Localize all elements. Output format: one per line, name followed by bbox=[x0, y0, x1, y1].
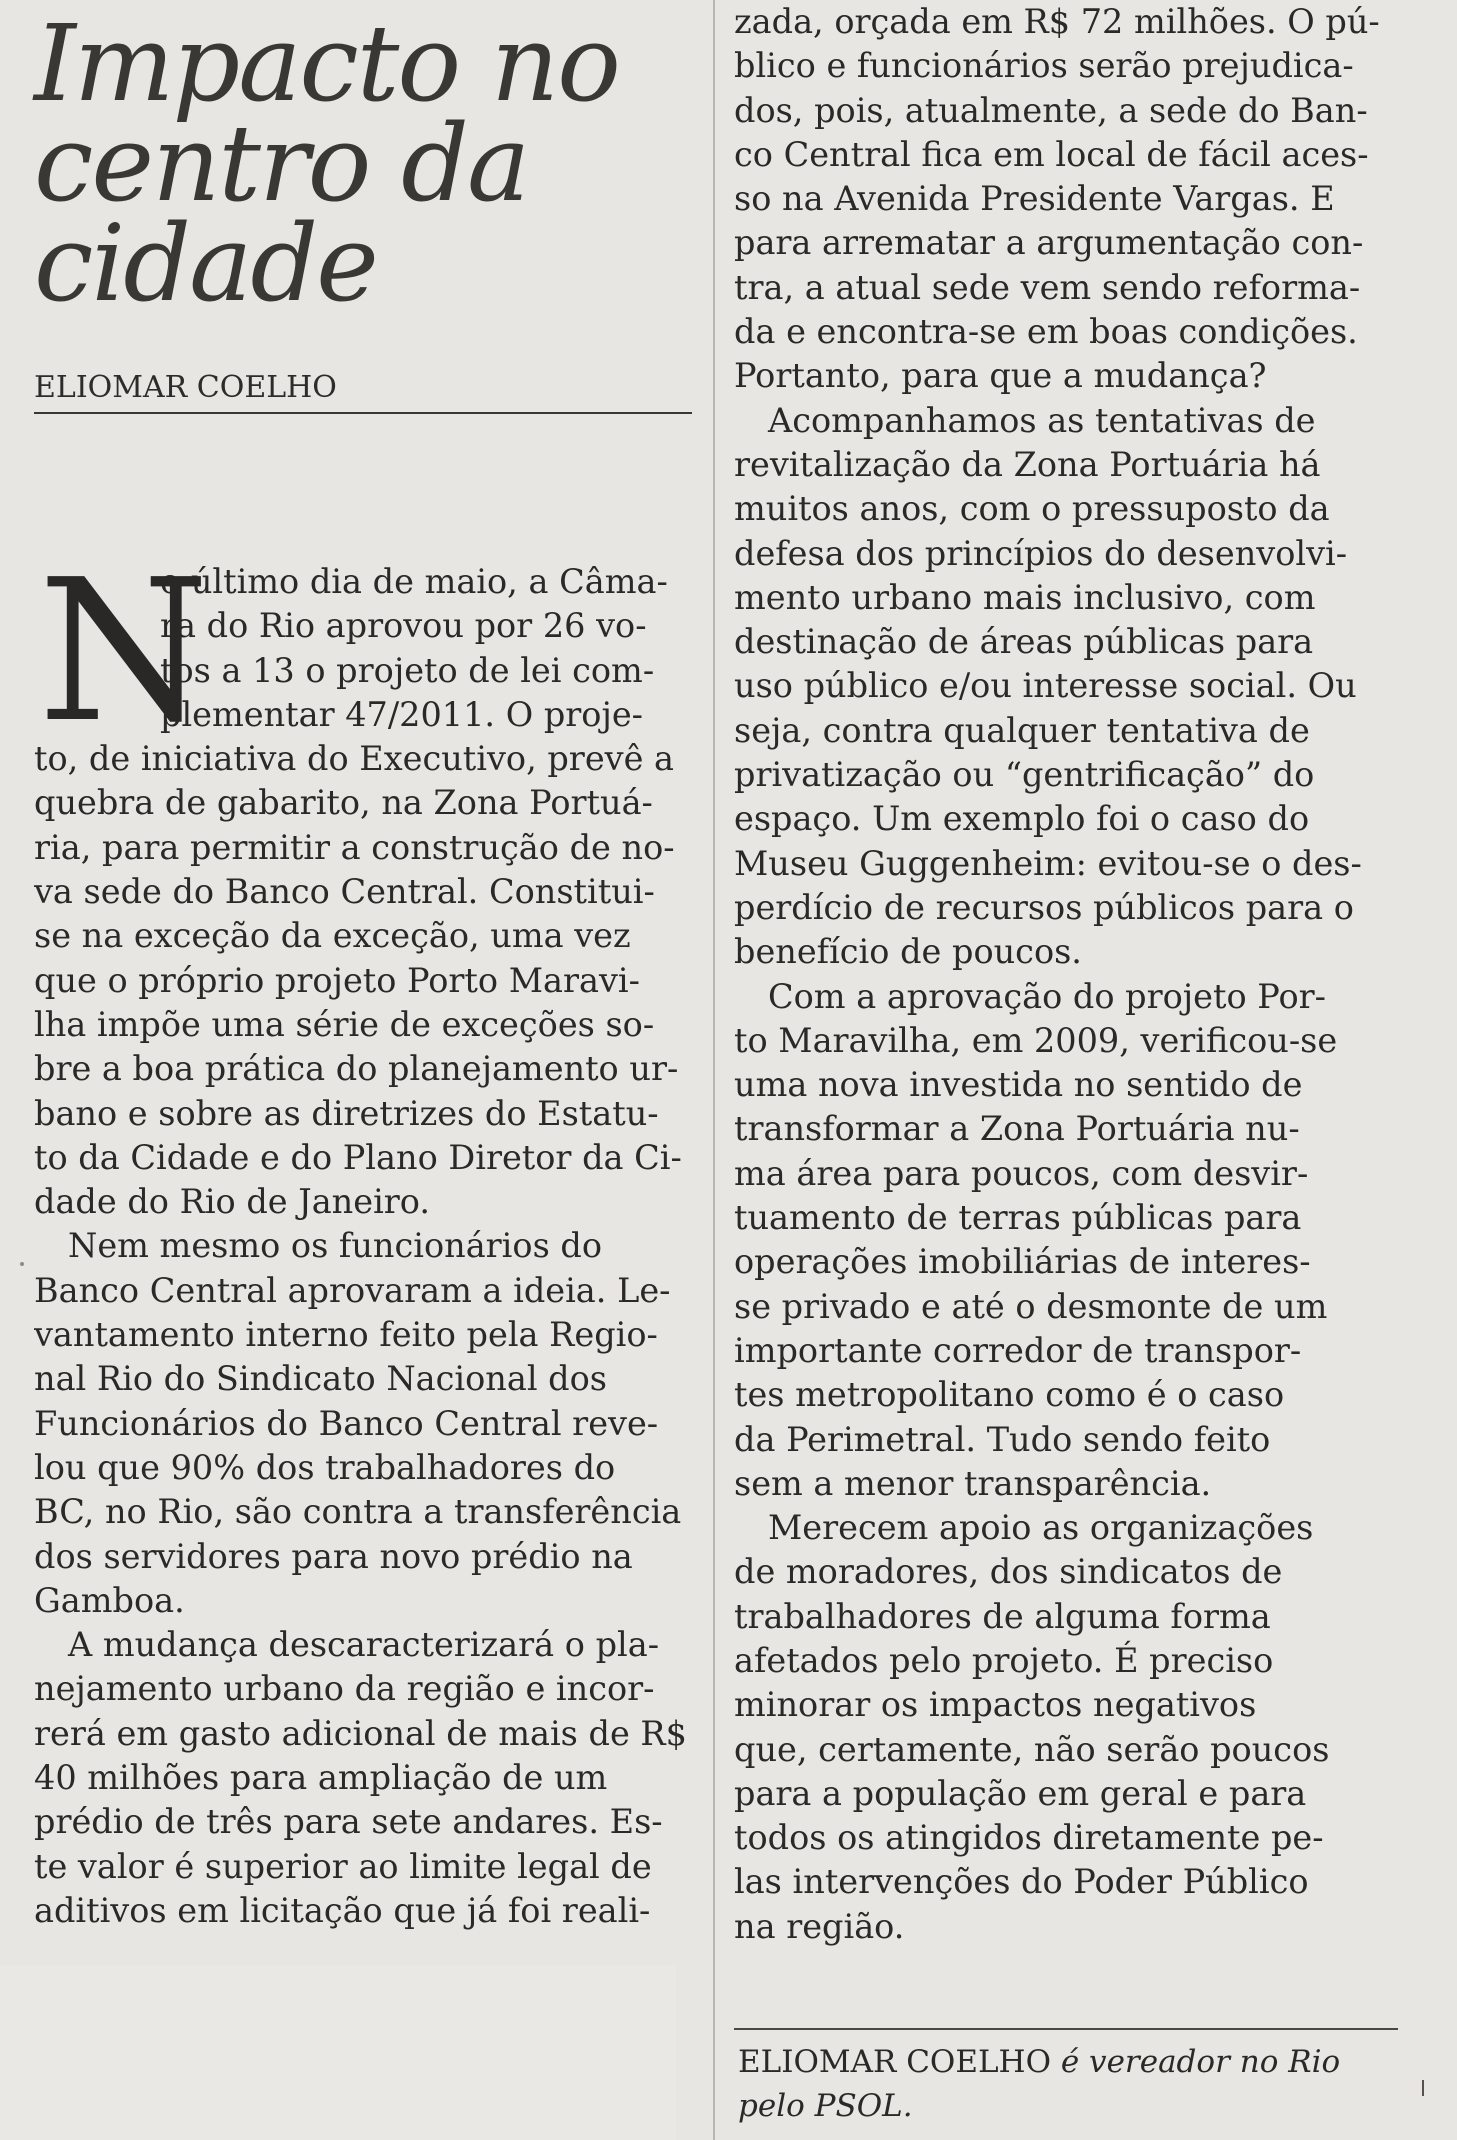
text-line: Portanto, para que a mudança? bbox=[734, 356, 1267, 396]
text-line: bre a boa prática do planejamento ur- bbox=[34, 1049, 679, 1089]
text-line: para a população em geral e para bbox=[734, 1773, 1307, 1813]
text-line: aditivos em licitação que já foi reali- bbox=[34, 1890, 651, 1930]
text-line: bano e sobre as diretrizes do Estatu- bbox=[34, 1093, 659, 1133]
text-line: Gamboa. bbox=[34, 1580, 185, 1620]
text-line: prédio de três para sete andares. Es- bbox=[34, 1802, 663, 1842]
text-line: Nem mesmo os funcionários do bbox=[68, 1226, 603, 1266]
text-line: o último dia de maio, a Câma- bbox=[160, 562, 668, 601]
left-column-text bbox=[34, 538, 700, 1933]
text-line: todos os atingidos diretamente pe- bbox=[734, 1818, 1324, 1858]
text-line: nejamento urbano da região e incor- bbox=[34, 1669, 655, 1709]
text-line: transformar a Zona Portuária nu- bbox=[734, 1109, 1300, 1149]
text-line: da Perimetral. Tudo sendo feito bbox=[734, 1419, 1271, 1459]
text-line: na região. bbox=[734, 1906, 905, 1946]
text-line: Acompanhamos as tentativas de bbox=[768, 400, 1316, 440]
author-name: ELIOMAR COELHO bbox=[738, 2044, 1051, 2080]
headline bbox=[34, 2, 696, 325]
text-line: Merecem apoio as organizações bbox=[768, 1508, 1314, 1548]
text-line: tes metropolitano como é o caso bbox=[734, 1375, 1285, 1415]
text-line: se privado e até o desmonte de um bbox=[734, 1286, 1328, 1326]
column-divider bbox=[713, 0, 715, 2140]
text-line: to da Cidade e do Plano Diretor da Ci- bbox=[34, 1137, 682, 1177]
text-line: benefício de poucos. bbox=[734, 932, 1082, 972]
text-line: muitos anos, com o pressuposto da bbox=[734, 489, 1330, 529]
text-line: quebra de gabarito, na Zona Portuá- bbox=[34, 783, 653, 823]
right-column-text bbox=[734, 0, 1404, 1949]
text-line: tra, a atual sede vem sendo reforma- bbox=[734, 267, 1361, 307]
text-line: ria, para permitir a construção de no- bbox=[34, 827, 675, 867]
text-line: sem a menor transparência. bbox=[734, 1463, 1212, 1503]
text-line: Banco Central aprovaram a ideia. Le- bbox=[34, 1270, 671, 1310]
text-line: va sede do Banco Central. Constitui- bbox=[34, 872, 655, 912]
text-line: vantamento interno feito pela Regio- bbox=[34, 1315, 658, 1355]
text-line: Com a aprovação do projeto Por- bbox=[768, 976, 1326, 1016]
text-line: revitalização da Zona Portuária há bbox=[734, 444, 1321, 484]
author-affiliation: pelo PSOL. bbox=[738, 2088, 913, 2124]
text-line: seja, contra qualquer tentativa de bbox=[734, 710, 1310, 750]
text-line: A mudança descaracterizará o pla- bbox=[68, 1625, 660, 1665]
text-line: 40 milhões para ampliação de um bbox=[34, 1758, 608, 1798]
text-line: te valor é superior ao limite legal de bbox=[34, 1846, 652, 1886]
text-line: importante corredor de transpor- bbox=[734, 1330, 1302, 1370]
text-line: trabalhadores de alguma forma bbox=[734, 1596, 1271, 1636]
headline-line: Impacto no bbox=[34, 2, 619, 125]
text-line: so na Avenida Presidente Vargas. E bbox=[734, 179, 1335, 219]
text-line: ra do Rio aprovou por 26 vo- bbox=[160, 606, 647, 646]
text-line: nal Rio do Sindicato Nacional dos bbox=[34, 1359, 607, 1399]
text-line: uma nova investida no sentido de bbox=[734, 1065, 1303, 1105]
text-line: que o próprio projeto Porto Maravi- bbox=[34, 960, 640, 1000]
text-line: espaço. Um exemplo foi o caso do bbox=[734, 799, 1310, 839]
headline-line: cidade bbox=[34, 202, 377, 325]
blank-area bbox=[0, 1965, 676, 2140]
text-line: lou que 90% dos trabalhadores do bbox=[34, 1447, 616, 1487]
text-line: BC, no Rio, são contra a transferência bbox=[34, 1492, 682, 1532]
text-line: dade do Rio de Janeiro. bbox=[34, 1182, 431, 1222]
author-note-line bbox=[738, 2040, 1398, 2084]
headline-line: centro da bbox=[34, 102, 529, 225]
edge-mark bbox=[1422, 2080, 1424, 2096]
text-line: Funcionários do Banco Central reve- bbox=[34, 1403, 659, 1443]
text-line: lha impõe uma série de exceções so- bbox=[34, 1004, 655, 1044]
text-line: mento urbano mais inclusivo, com bbox=[734, 577, 1316, 617]
text-line: que, certamente, não serão poucos bbox=[734, 1729, 1330, 1769]
text-line: privatização ou “gentrificação” do bbox=[734, 755, 1315, 795]
text-line: Museu Guggenheim: evitou-se o des- bbox=[734, 843, 1362, 883]
text-line: para arrematar a argumentação con- bbox=[734, 223, 1364, 263]
text-line: rerá em gasto adicional de mais de R$ bbox=[34, 1713, 687, 1753]
text-line: blico e funcionários serão prejudica- bbox=[734, 46, 1354, 86]
paper-speck bbox=[20, 1262, 24, 1266]
text-line: perdício de recursos públicos para o bbox=[734, 887, 1354, 927]
text-line: to Maravilha, em 2009, verificou-se bbox=[734, 1020, 1338, 1060]
text-line: tos a 13 o projeto de lei com- bbox=[160, 650, 655, 690]
byline: ELIOMAR COELHO bbox=[34, 370, 692, 414]
text-line: zada, orçada em R$ 72 milhões. O pú- bbox=[734, 2, 1380, 41]
text-line: afetados pelo projeto. É preciso bbox=[734, 1640, 1274, 1680]
text-line: dos servidores para novo prédio na bbox=[34, 1536, 633, 1576]
text-line: minorar os impactos negativos bbox=[734, 1685, 1257, 1725]
author-note bbox=[738, 2040, 1398, 2128]
text-line: dos, pois, atualmente, a sede do Ban- bbox=[734, 90, 1368, 130]
drop-cap: N bbox=[38, 538, 210, 766]
text-line: plementar 47/2011. O proje- bbox=[160, 694, 643, 734]
text-line: co Central fica em local de fácil aces- bbox=[734, 134, 1369, 174]
text-line: operações imobiliárias de interes- bbox=[734, 1242, 1311, 1282]
footer-rule bbox=[734, 2028, 1398, 2030]
text-line: de moradores, dos sindicatos de bbox=[734, 1552, 1283, 1592]
text-line: uso público e/ou interesse social. Ou bbox=[734, 666, 1357, 706]
text-line: se na exceção da exceção, uma vez bbox=[34, 916, 631, 956]
text-line: las intervenções do Poder Público bbox=[734, 1862, 1309, 1902]
text-line: tuamento de terras públicas para bbox=[734, 1198, 1302, 1238]
text-line: da e encontra-se em boas condições. bbox=[734, 312, 1358, 352]
author-role: é vereador no Rio bbox=[1051, 2044, 1341, 2080]
text-line: destinação de áreas públicas para bbox=[734, 622, 1314, 662]
text-line: ma área para poucos, com desvir- bbox=[734, 1153, 1309, 1193]
text-line: defesa dos princípios do desenvolvi- bbox=[734, 533, 1348, 573]
left-column bbox=[34, 0, 696, 1930]
text-line: to, de iniciativa do Executivo, prevê a bbox=[34, 739, 675, 779]
